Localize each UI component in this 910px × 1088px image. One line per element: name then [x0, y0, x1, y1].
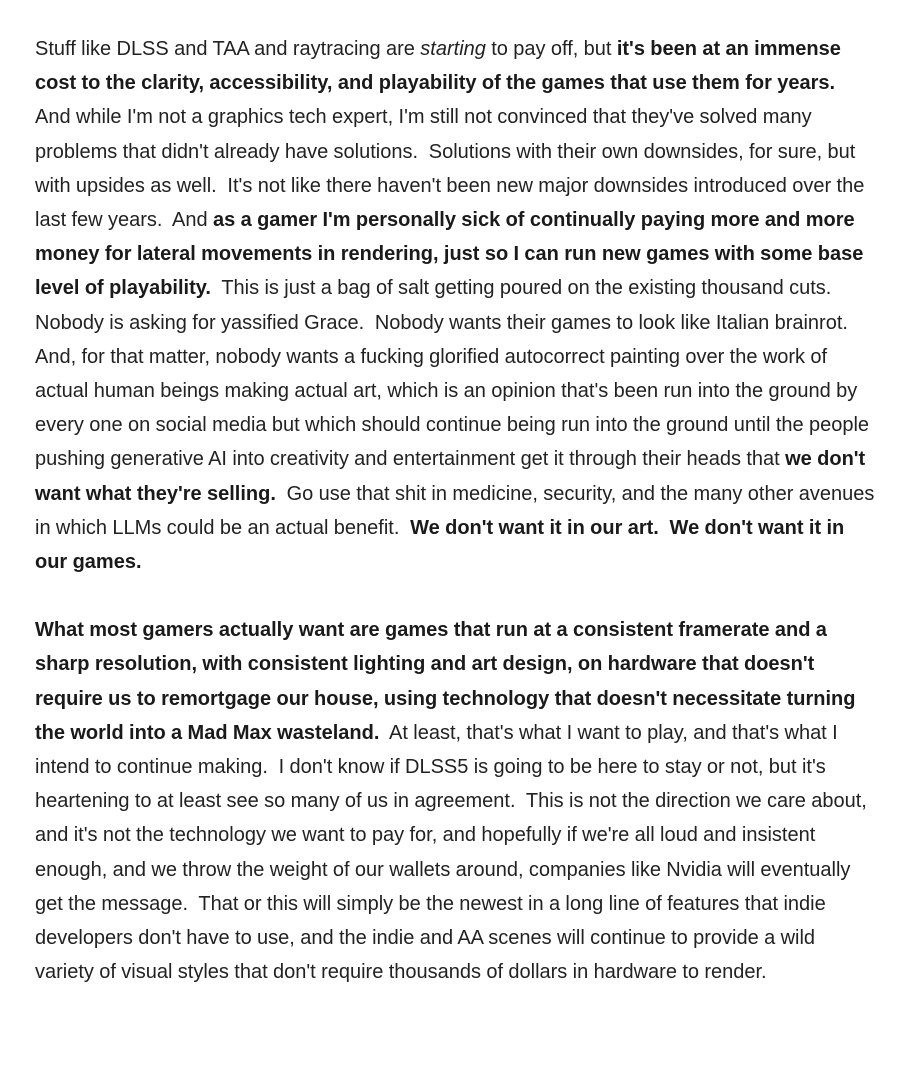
text-span: Stuff like DLSS and TAA and raytracing are [35, 38, 421, 60]
bold-text: We don't want it in our art. We don't want it in our games. [35, 516, 850, 574]
bold-text: it's been at an immense cost to the clarity, accessibility, and playability of the games that use them for years. [35, 38, 847, 95]
paragraph [35, 613, 876, 989]
bold-text: What most gamers actually want are games that run at a consistent framerate and a sharp resolution, with consistent lighting and art design, on hardware that doesn't require us to remortgage our house, using technology that doesn't necessitate turning the world into a Mad Max wasteland. [35, 619, 861, 744]
italic-text: starting [420, 38, 486, 60]
text-span: This is just a bag of salt getting poured on the existing thousand cuts. Nobody is asking for yassified Grace. Nobody wants their games to look like Italian brainrot. And, for that matter, nobody wants a fucking glorified autocorrect painting over the work of actual human beings making actual art, which is an opinion that's been run into the ground by every one on social media but which should continue being run into the ground until the people pushing generative AI into creativity and entertainment get it through their heads that [35, 277, 875, 471]
text-span: And while I'm not a graphics tech expert, I'm still not convinced that they've solved many problems that didn't already have solutions. Solutions with their own downsides, for sure, but with upsides as well. It's not like there haven't been new major downsides introduced over the last few years. And [35, 72, 870, 232]
bold-text: as a gamer I'm personally sick of continually paying more and more money for lateral movements in rendering, just so I can run new games with some base level of playability. [35, 209, 869, 300]
text-span: to pay off, but [485, 38, 617, 60]
paragraph [35, 32, 880, 579]
bold-text: we don't want what they're selling. [35, 448, 871, 505]
text-span: At least, that's what I want to play, and that's what I intend to continue making. I don't know if DLSS5 is going to be here to stay or not, but it's heartening to at least see so many of us in agreement. This is not the direction we care about, and it's not the technology we want to pay for, and hopefully if we're all loud and insistent enough, and we throw the weight of our wallets around, companies like Nvidia will eventually get the message. That or this will simply be the newest in a long line of features that indie developers don't have to use, and the indie and AA scenes will continue to provide a wild variety of visual styles that don't require thousands of dollars in hardware to render. [35, 721, 873, 984]
text-span: Go use that shit in medicine, security, and the many other avenues in which LLMs could be an actual benefit. [35, 482, 880, 539]
